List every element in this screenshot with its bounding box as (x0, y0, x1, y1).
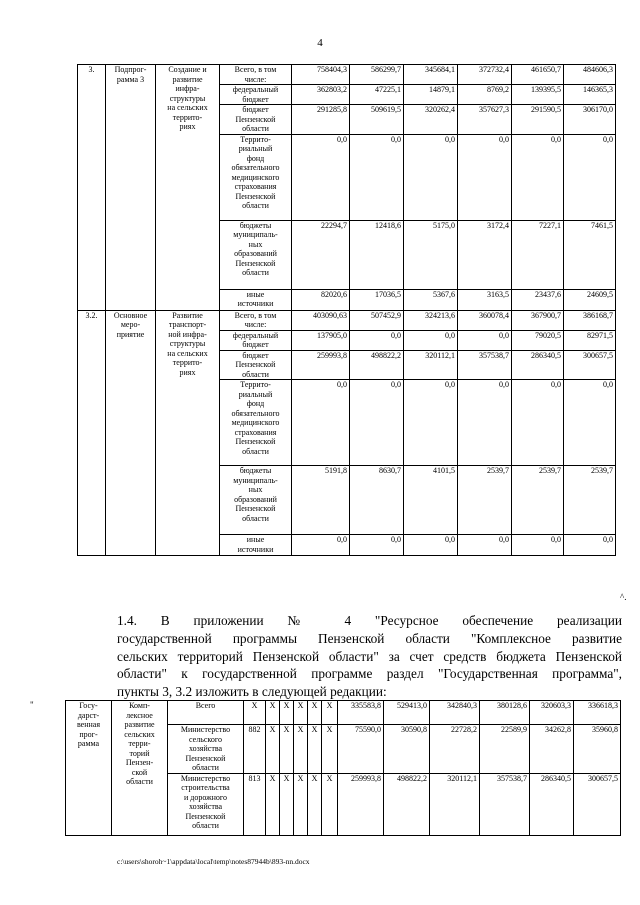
executor: Министерство строительства и дорожного хозяйства Пензенской области (168, 773, 244, 835)
amount-cell: 291590,5 (512, 105, 564, 135)
amount-cell: 286340,5 (530, 773, 574, 835)
amendment-paragraph (117, 612, 622, 701)
code-x: X (294, 773, 308, 835)
funding-source: иные источники (220, 535, 292, 556)
budget-code: 813 (244, 773, 266, 835)
amount-cell: 0,0 (404, 330, 458, 350)
amount-cell: 30590,8 (384, 725, 430, 774)
amount-cell: 367900,7 (512, 310, 564, 330)
amount-cell: 8769,2 (458, 85, 512, 105)
amount-cell: 22728,2 (430, 725, 480, 774)
amount-cell: 357538,7 (480, 773, 530, 835)
amount-cell: 0,0 (458, 330, 512, 350)
amount-cell: 0,0 (292, 134, 350, 220)
amount-cell: 320112,1 (430, 773, 480, 835)
item-goal: Развитие транспорт- ной инфра- структуры на сельских террито- риях (156, 310, 220, 556)
code-x: X (266, 725, 280, 774)
amount-cell: 22294,7 (292, 220, 350, 289)
paragraph-line: 1.4. В приложении № 4 "Ресурсное обеспечение реализации (117, 613, 622, 628)
amount-cell: 2539,7 (564, 466, 616, 535)
paragraph-line: пункты 3, 3.2 изложить в следующей редакции: (117, 684, 387, 700)
funding-source: бюджет Пензенской области (220, 350, 292, 380)
amount-cell: 7227,1 (512, 220, 564, 289)
amount-cell: 507452,9 (350, 310, 404, 330)
amount-cell: 82971,5 (564, 330, 616, 350)
amount-cell: 758404,3 (292, 65, 350, 85)
amount-cell: 357627,3 (458, 105, 512, 135)
amount-cell: 286340,5 (512, 350, 564, 380)
item-goal: Создание и развитие инфра- структуры на сельских террито- риях (156, 65, 220, 311)
amount-cell: 0,0 (564, 380, 616, 466)
amount-cell: 320262,4 (404, 105, 458, 135)
opening-quote-mark: " (30, 700, 34, 710)
program-name: Комп- лексное развитие сельских терри- торий Пензен- ской области (112, 701, 168, 836)
amount-cell: 5191,8 (292, 466, 350, 535)
amount-cell: 372732,4 (458, 65, 512, 85)
funding-source: федеральный бюджет (220, 330, 292, 350)
amount-cell: 0,0 (458, 134, 512, 220)
code-x: X (294, 701, 308, 725)
amount-cell: 24609,5 (564, 289, 616, 310)
code-x: X (280, 725, 294, 774)
amount-cell: 259993,8 (338, 773, 384, 835)
amount-cell: 362803,2 (292, 85, 350, 105)
code-x: X (308, 701, 322, 725)
item-number: 3. (78, 65, 106, 311)
amount-cell: 0,0 (292, 380, 350, 466)
amount-cell: 360078,4 (458, 310, 512, 330)
amount-cell: 5367,6 (404, 289, 458, 310)
funding-source: Всего, в том числе: (220, 310, 292, 330)
amount-cell: 300657,5 (564, 350, 616, 380)
amount-cell: 2539,7 (458, 466, 512, 535)
amount-cell: 0,0 (458, 535, 512, 556)
code-x: X (308, 773, 322, 835)
amount-cell: 380128,6 (480, 701, 530, 725)
amount-cell: 14879,1 (404, 85, 458, 105)
code-x: X (322, 701, 338, 725)
amount-cell: 22589,9 (480, 725, 530, 774)
amount-cell: 386168,7 (564, 310, 616, 330)
table-row (78, 65, 616, 85)
budget-code: 882 (244, 725, 266, 774)
resource-table-lower (65, 700, 621, 836)
amount-cell: 34262,8 (530, 725, 574, 774)
paragraph-line: сельских территорий Пензенской области" за счет средств бюджета Пензенской (117, 648, 622, 664)
amount-cell: 3172,4 (458, 220, 512, 289)
executor: Министерство сельского хозяйства Пензенской области (168, 725, 244, 774)
table-row (78, 310, 616, 330)
amount-cell: 461650,7 (512, 65, 564, 85)
amount-cell: 498822,2 (350, 350, 404, 380)
funding-source: Террито- риальный фонд обязательного медицинского страхования Пензенской области (220, 134, 292, 220)
executor: Всего (168, 701, 244, 725)
funding-source: федеральный бюджет (220, 85, 292, 105)
paragraph-line: области" к государственной программе раздел "Государственная программа", (117, 666, 622, 682)
amount-cell: 0,0 (512, 134, 564, 220)
amount-cell: 259993,8 (292, 350, 350, 380)
amount-cell: 306170,0 (564, 105, 616, 135)
item-name: Подпрог- рамма 3 (106, 65, 156, 311)
code-x: X (322, 773, 338, 835)
amount-cell: 0,0 (350, 134, 404, 220)
amount-cell: 35960,8 (574, 725, 621, 774)
amount-cell: 3163,5 (458, 289, 512, 310)
amount-cell: 17036,5 (350, 289, 404, 310)
code-x: X (266, 701, 280, 725)
amount-cell: 7461,5 (564, 220, 616, 289)
funding-source: бюджеты муниципаль- ных образований Пензенской области (220, 220, 292, 289)
amount-cell: 324213,6 (404, 310, 458, 330)
amount-cell: 342840,3 (430, 701, 480, 725)
amount-cell: 4101,5 (404, 466, 458, 535)
amount-cell: 82020,6 (292, 289, 350, 310)
paragraph-line: государственной программы Пензенской области "Комплексное развитие (117, 630, 622, 646)
amount-cell: 2539,7 (512, 466, 564, 535)
margin-mark: ^. (620, 592, 627, 602)
amount-cell: 12418,6 (350, 220, 404, 289)
code-x: X (266, 773, 280, 835)
funding-source: бюджеты муниципаль- ных образований Пензенской области (220, 466, 292, 535)
file-path-footer: c:\users\shoroh~1\appdata\local\temp\notes87944b\893-nn.docx (117, 857, 310, 866)
table-row (66, 701, 621, 725)
amount-cell: 0,0 (512, 380, 564, 466)
code-x: X (322, 725, 338, 774)
code-x: X (308, 725, 322, 774)
amount-cell: 336618,3 (574, 701, 621, 725)
amount-cell: 5175,0 (404, 220, 458, 289)
amount-cell: 0,0 (512, 535, 564, 556)
amount-cell: 0,0 (404, 535, 458, 556)
funding-source: иные источники (220, 289, 292, 310)
amount-cell: 509619,5 (350, 105, 404, 135)
code-x: X (280, 773, 294, 835)
amount-cell: 139395,5 (512, 85, 564, 105)
amount-cell: 0,0 (458, 380, 512, 466)
amount-cell: 0,0 (564, 134, 616, 220)
amount-cell: 403090,63 (292, 310, 350, 330)
amount-cell: 137905,0 (292, 330, 350, 350)
amount-cell: 586299,7 (350, 65, 404, 85)
code-x: X (294, 725, 308, 774)
page-number: 4 (317, 37, 323, 49)
item-name: Основное меро- приятие (106, 310, 156, 556)
amount-cell: 0,0 (564, 535, 616, 556)
amount-cell: 300657,5 (574, 773, 621, 835)
amount-cell: 79020,5 (512, 330, 564, 350)
amount-cell: 0,0 (350, 535, 404, 556)
amount-cell: 47225,1 (350, 85, 404, 105)
code-x: X (280, 701, 294, 725)
amount-cell: 0,0 (404, 134, 458, 220)
budget-code: X (244, 701, 266, 725)
amount-cell: 484606,3 (564, 65, 616, 85)
amount-cell: 0,0 (292, 535, 350, 556)
amount-cell: 0,0 (350, 330, 404, 350)
resource-table-upper (77, 64, 616, 556)
amount-cell: 335583,8 (338, 701, 384, 725)
amount-cell: 320603,3 (530, 701, 574, 725)
amount-cell: 357538,7 (458, 350, 512, 380)
funding-source: Всего, в том числе: (220, 65, 292, 85)
amount-cell: 498822,2 (384, 773, 430, 835)
amount-cell: 291285,8 (292, 105, 350, 135)
funding-source: бюджет Пензенской области (220, 105, 292, 135)
amount-cell: 345684,1 (404, 65, 458, 85)
amount-cell: 529413,0 (384, 701, 430, 725)
item-number: 3.2. (78, 310, 106, 556)
amount-cell: 0,0 (350, 380, 404, 466)
amount-cell: 23437,6 (512, 289, 564, 310)
amount-cell: 146365,3 (564, 85, 616, 105)
funding-source: Террито- риальный фонд обязательного медицинского страхования Пензенской области (220, 380, 292, 466)
amount-cell: 8630,7 (350, 466, 404, 535)
amount-cell: 0,0 (404, 380, 458, 466)
amount-cell: 75590,0 (338, 725, 384, 774)
program-type: Госу- дарст- венная прог- рамма (66, 701, 112, 836)
amount-cell: 320112,1 (404, 350, 458, 380)
